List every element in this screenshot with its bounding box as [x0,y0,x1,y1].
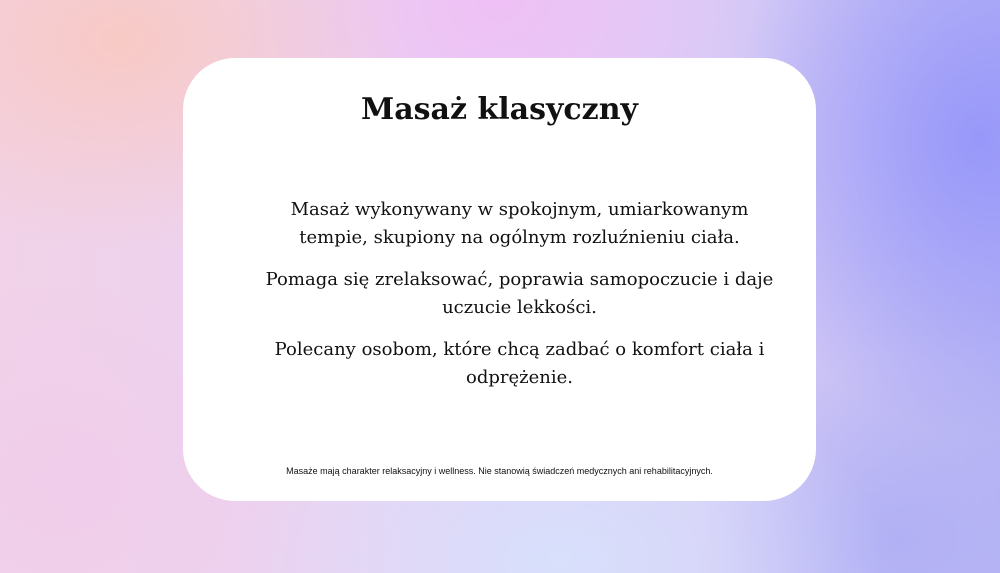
description-paragraph-2: Pomaga się zrelaksować, poprawia samopoczucie i daje uczucie lekkości. [265,269,774,318]
service-description [263,196,776,406]
service-card [183,58,816,501]
service-title: Masaż klasyczny [361,92,638,127]
disclaimer-note: Masaże mają charakter relaksacyjny i wellness. Nie stanowią świadczeń medycznych ani rehabilitacyjnych. [286,466,713,476]
description-paragraph-3: Polecany osobom, które chcą zadbać o komfort ciała i odprężenie. [274,339,765,388]
description-paragraph-1: Masaż wykonywany w spokojnym, umiarkowanym tempie, skupiony na ogólnym rozluźnieniu ciała. [290,199,749,248]
